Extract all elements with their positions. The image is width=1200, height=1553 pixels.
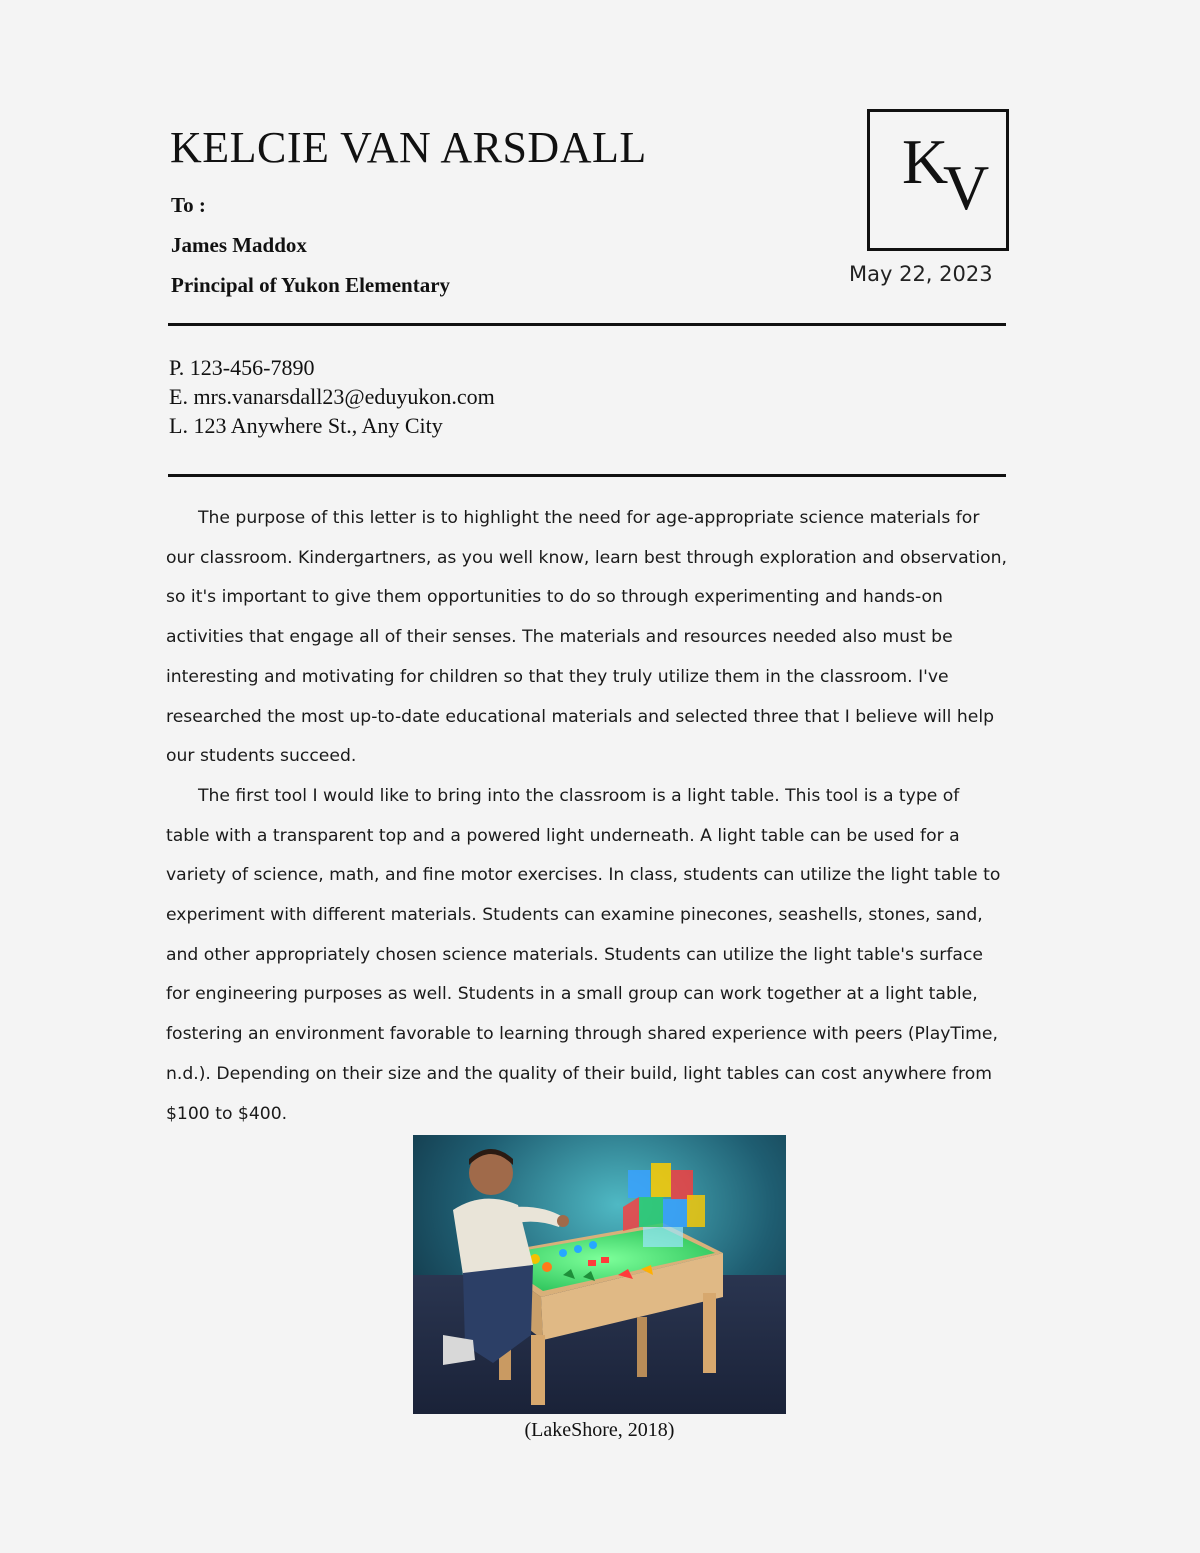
monogram-letter-v: V	[943, 152, 990, 223]
to-label: To :	[171, 193, 206, 217]
divider-bottom	[168, 474, 1006, 477]
light-table-photo	[413, 1135, 786, 1414]
recipient-title: Principal of Yukon Elementary	[171, 273, 451, 297]
divider-top	[168, 323, 1006, 326]
letter-body	[166, 499, 1008, 1134]
letter-date: May 22, 2023	[849, 262, 993, 286]
body-paragraph-1: The purpose of this letter is to highlight the need for age-appropriate science materials for our classroom. Kindergartners, as you well know, learn best through exploration and observation, so it's important to give them opportunities to do so through experimenting and hands-on activities that engage all of their senses. The materials and resources needed also must be interesting and motivating for children so that they truly utilize them in the classroom. I've researched the most up-to-date educational materials and selected three that I believe will help our students succeed.	[166, 508, 1008, 767]
recipient-block	[171, 190, 450, 310]
contact-block	[169, 353, 495, 440]
contact-location: L. 123 Anywhere St., Any City	[169, 413, 443, 438]
contact-phone: P. 123-456-7890	[169, 355, 315, 380]
figure-caption: (LakeShore, 2018)	[524, 1419, 675, 1441]
monogram-logo	[867, 109, 1009, 251]
body-paragraph-2: The first tool I would like to bring into the classroom is a light table. This tool is a type of table with a transparent top and a powered light underneath. A light table can be used for a variety of science, math, and fine motor exercises. In class, students can utilize the light table to experiment with different materials. Students can examine pinecones, seashells, stones, sand, and other appropriately chosen science materials. Students can utilize the light table's surface for engineering purposes as well. Students in a small group can work together at a light table, fostering an environment favorable to learning through shared experience with peers (PlayTime, n.d.). Depending on their size and the quality of their build, light tables can cost anywhere from $100 to $400.	[166, 785, 1001, 1124]
recipient-name: James Maddox	[171, 233, 307, 257]
author-name: KELCIE VAN ARSDALL	[170, 123, 647, 172]
contact-email: E. mrs.vanarsdall23@eduyukon.com	[169, 384, 495, 409]
monogram-letter-k: K	[902, 126, 949, 197]
